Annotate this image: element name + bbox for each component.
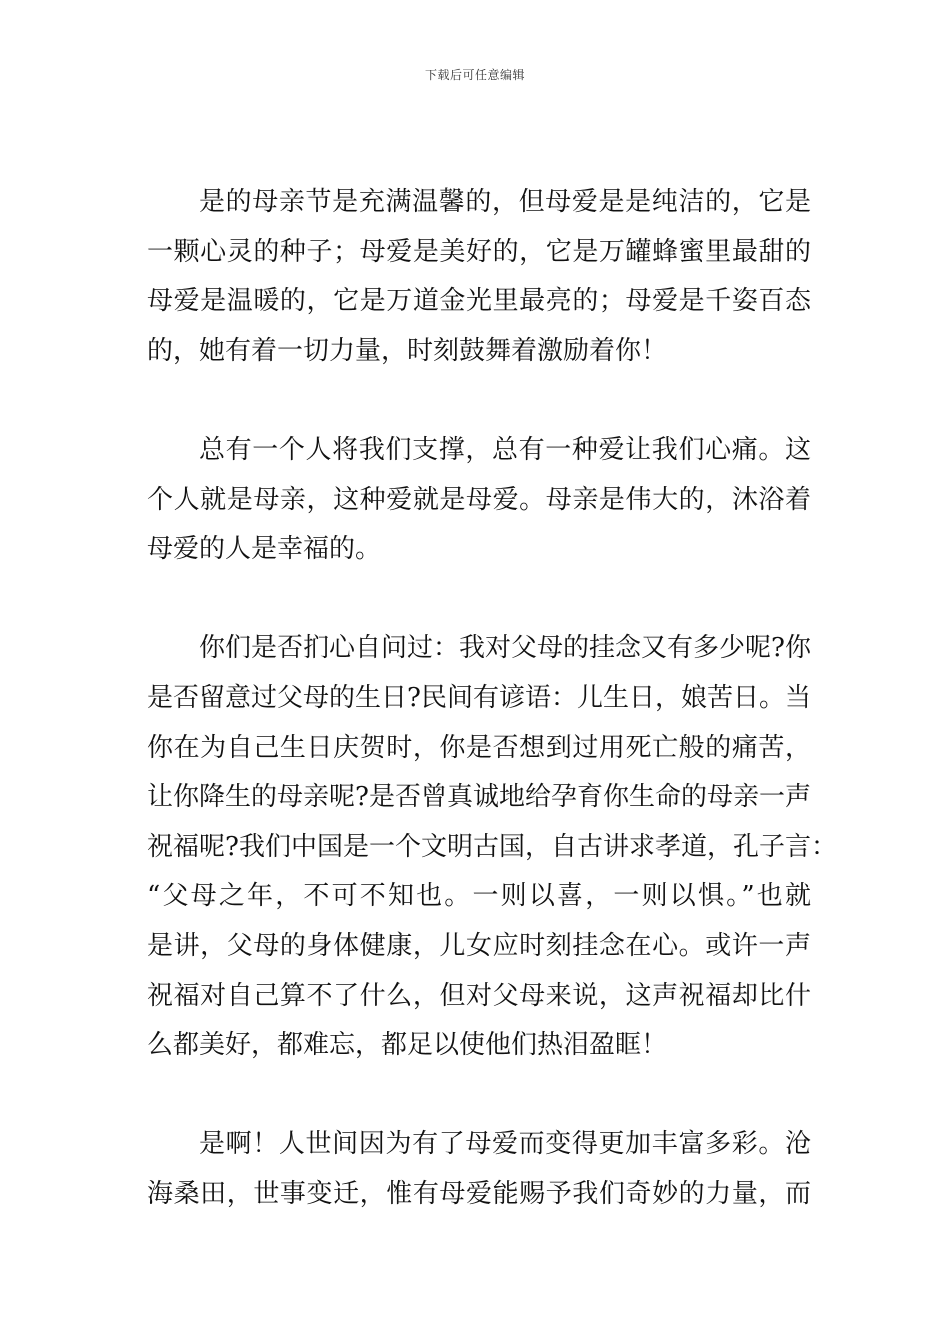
paragraph-line: “父母之年，不可不知也。一则以喜，一则以惧。”也就: [147, 881, 811, 912]
paragraph-line: 么都美好，都难忘，都足以使他们热泪盈眶！: [147, 1030, 668, 1061]
paragraph-line: 的，她有着一切力量，时刻鼓舞着激励着你！: [147, 335, 668, 366]
paragraph: [147, 624, 837, 1070]
paragraph: [147, 178, 811, 376]
page-header: 下载后可任意编辑: [424, 68, 525, 82]
paragraph-line: 是否留意过父母的生日?民间有谚语：儿生日，娘苦日。当: [147, 682, 811, 713]
paragraph: [147, 426, 811, 575]
paragraph-line: 祝福对自己算不了什么，但对父母来说，这声祝福却比什: [147, 980, 811, 1011]
paragraph-line: 个人就是母亲，这种爱就是母爱。母亲是伟大的，沐浴着: [147, 484, 811, 515]
paragraph-line: 让你降生的母亲呢?是否曾真诚地给孕育你生命的母亲一声: [147, 782, 811, 813]
paragraph-line: 母爱的人是幸福的。: [147, 534, 382, 565]
paragraph-line: 母爱是温暖的，它是万道金光里最亮的；母爱是千姿百态: [147, 286, 811, 317]
paragraph-gap: [147, 575, 811, 625]
paragraph-line: 海桑田，世事变迁，惟有母爱能赐予我们奇妙的力量，而: [147, 1178, 811, 1209]
paragraph-line: 是讲，父母的身体健康，儿女应时刻挂念在心。或许一声: [147, 930, 811, 961]
paragraph-line: 是啊！人世间因为有了母爱而变得更加丰富多彩。沧: [199, 1129, 811, 1160]
paragraph-line: 祝福呢?我们中国是一个文明古国，自古讲求孝道，孔子言：: [147, 831, 837, 862]
paragraph-line: 是的母亲节是充满温馨的，但母爱是是纯洁的，它是: [199, 187, 811, 217]
document-body: [147, 178, 837, 1219]
paragraph: [147, 1120, 811, 1219]
paragraph-line: 你们是否扪心自问过：我对父母的挂念又有多少呢?你: [199, 633, 811, 664]
paragraph-gap: [147, 1071, 811, 1121]
paragraph-line: 你在为自己生日庆贺时，你是否想到过用死亡般的痛苦，: [147, 732, 811, 763]
paragraph-line: 总有一个人将我们支撑，总有一种爱让我们心痛。这: [199, 434, 811, 465]
paragraph-line: 一颗心灵的种子；母爱是美好的，它是万罐蜂蜜里最甜的: [147, 236, 811, 267]
paragraph-gap: [147, 376, 811, 426]
